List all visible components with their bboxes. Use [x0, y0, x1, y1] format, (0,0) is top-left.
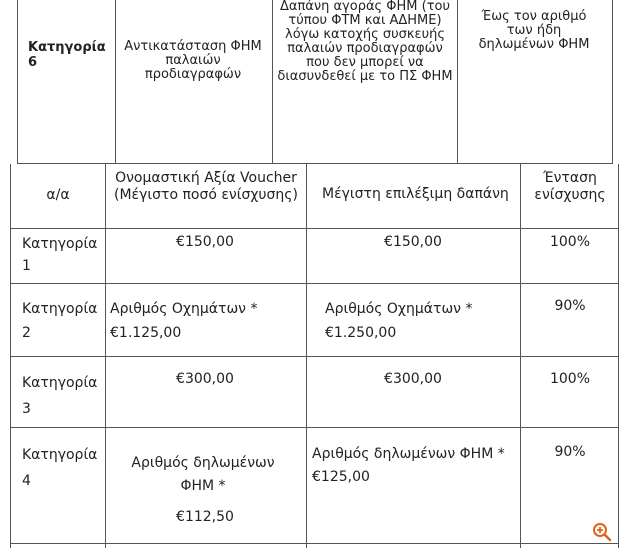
row2-max: Αριθμός Οχημάτων * €1.250,00	[325, 301, 473, 341]
header-aa: α/α	[46, 187, 70, 203]
row1-max: €150,00	[384, 234, 442, 250]
row2-category: Κατηγορία 2	[22, 301, 98, 341]
row4-rate: 90%	[554, 444, 586, 460]
row4-category: Κατηγορία 4	[22, 447, 98, 489]
header-max: Μέγιστη επιλέξιμη δαπάνη	[322, 186, 509, 202]
t1-col2: Αντικατάσταση ΦΗΜ παλαιών προδιαγραφών	[124, 39, 262, 82]
header-voucher: Ονομαστική Αξία Voucher (Μέγιστο ποσό ενίσχυσης)	[114, 170, 298, 203]
row4-voucher-line2: €112,50	[176, 509, 234, 525]
t1-col3: Δαπάνη αγοράς ΦΗΜ (του τύπου ΦΤΜ και ΑΔΗΜΕ) λόγω κατοχής συσκευής παλαιών προδιαγραφών που δεν μπορεί να διασυνδεθεί με το ΠΣ ΦΗΜ	[277, 0, 453, 84]
row4-max: Αριθμός δηλωμένων ΦΗΜ * €125,00	[312, 446, 505, 485]
header-rate: Ένταση ενίσχυσης	[534, 170, 606, 203]
t1-category: Κατηγορία 6	[28, 40, 106, 70]
row3-category: Κατηγορία 3	[22, 375, 98, 417]
row2-rate: 90%	[554, 298, 586, 314]
row2-voucher: Αριθμός Οχημάτων * €1.125,00	[110, 301, 258, 341]
row3-voucher: €300,00	[176, 371, 234, 387]
row1-rate: 100%	[549, 234, 591, 250]
t1-col4: Έως τον αριθμό των ήδη δηλωμένων ΦΗΜ	[478, 9, 590, 52]
zoom-in-icon[interactable]	[592, 522, 612, 542]
row3-rate: 100%	[549, 371, 591, 387]
row4-voucher-line1: Αριθμός δηλωμένων ΦΗΜ *	[131, 455, 275, 494]
row1-category: Κατηγορία 1	[22, 236, 98, 274]
row1-voucher: €150,00	[176, 234, 234, 250]
row3-max: €300,00	[384, 371, 442, 387]
